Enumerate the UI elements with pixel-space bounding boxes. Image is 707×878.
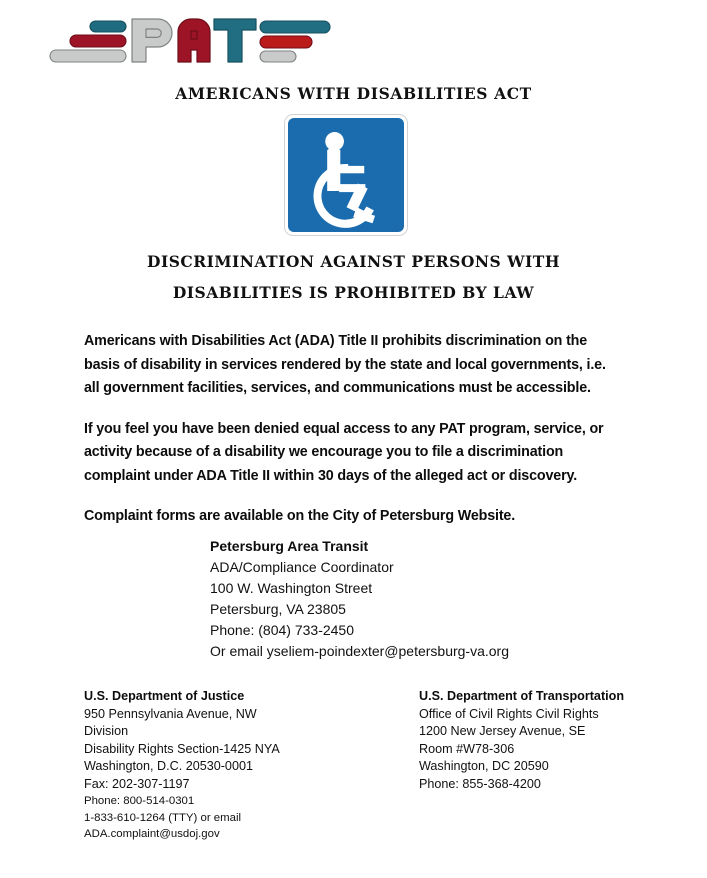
agency-dot-line-4: Washington, DC 20590 [419, 759, 549, 773]
pat-contact-block [210, 536, 630, 662]
agency-doj-line-3: Disability Rights Section-1425 NYA [84, 741, 280, 756]
pat-logo [44, 18, 334, 74]
agency-doj-line-1: 950 Pennsylvania Avenue, NW [84, 706, 257, 721]
wheelchair-accessibility-icon [288, 118, 404, 232]
body-text [84, 330, 618, 529]
agency-doj-tty: 1-833-610-1264 (TTY) or email [84, 811, 242, 824]
wheelchair-glyph [288, 118, 404, 232]
page-title: AMERICANS WITH DISABILITIES ACT [175, 84, 532, 103]
agency-doj-fax: Fax: 202-307-1197 [84, 776, 190, 791]
prohibition-heading-line-2: DISABILITIES IS PROHIBITED BY LAW [172, 283, 535, 302]
contact-role: ADA/Compliance Coordinator [210, 559, 394, 575]
federal-agency-contacts [0, 688, 707, 853]
agency-dot-line-2: 1200 New Jersey Avenue, SE [419, 724, 586, 738]
agency-doj-email: ADA.complaint@usdoj.gov [84, 828, 220, 840]
contact-street: 100 W. Washington Street [210, 580, 373, 596]
agency-doj-line-2: Division [84, 724, 129, 738]
agency-doj-title: U.S. Department of Justice [84, 689, 245, 703]
paragraph-complaint-process: If you feel you have been denied equal access to any PAT program, service, or activity because of a disability we encourage you to file a discrimination complaint under ADA Title II within 30 days of the alleged act or discovery. [84, 420, 604, 484]
contact-organization: Petersburg Area Transit [210, 538, 369, 554]
agency-dot-line-3: Room #W78-306 [419, 741, 515, 756]
contact-phone: Phone: (804) 733-2450 [210, 622, 354, 638]
agency-doj-phone: Phone: 800-514-0301 [84, 795, 195, 807]
contact-email: Or email yseliem-poindexter@petersburg-va.org [210, 643, 509, 659]
prohibition-heading-line-1: DISCRIMINATION AGAINST PERSONS WITH [147, 252, 560, 271]
agency-doj [84, 688, 384, 843]
paragraph-complaint-forms: Complaint forms are available on the City of Petersburg Website. [84, 508, 516, 524]
pat-logo-graphic [44, 18, 334, 74]
agency-dot [419, 688, 707, 793]
agency-dot-phone: Phone: 855-368-4200 [419, 776, 541, 791]
agency-dot-title: U.S. Department of Transportation [419, 689, 625, 703]
contact-city-state-zip: Petersburg, VA 23805 [210, 601, 346, 617]
agency-doj-line-4: Washington, D.C. 20530-0001 [84, 759, 253, 773]
paragraph-ada-title-ii: Americans with Disabilities Act (ADA) Title II prohibits discrimination on the basis of disability in services rendered by the state and local governments, i.e. all government facilities, services, and communications must be accessible. [84, 333, 606, 396]
agency-dot-line-1: Office of Civil Rights Civil Rights [419, 706, 599, 721]
accessibility-sign [284, 114, 408, 236]
